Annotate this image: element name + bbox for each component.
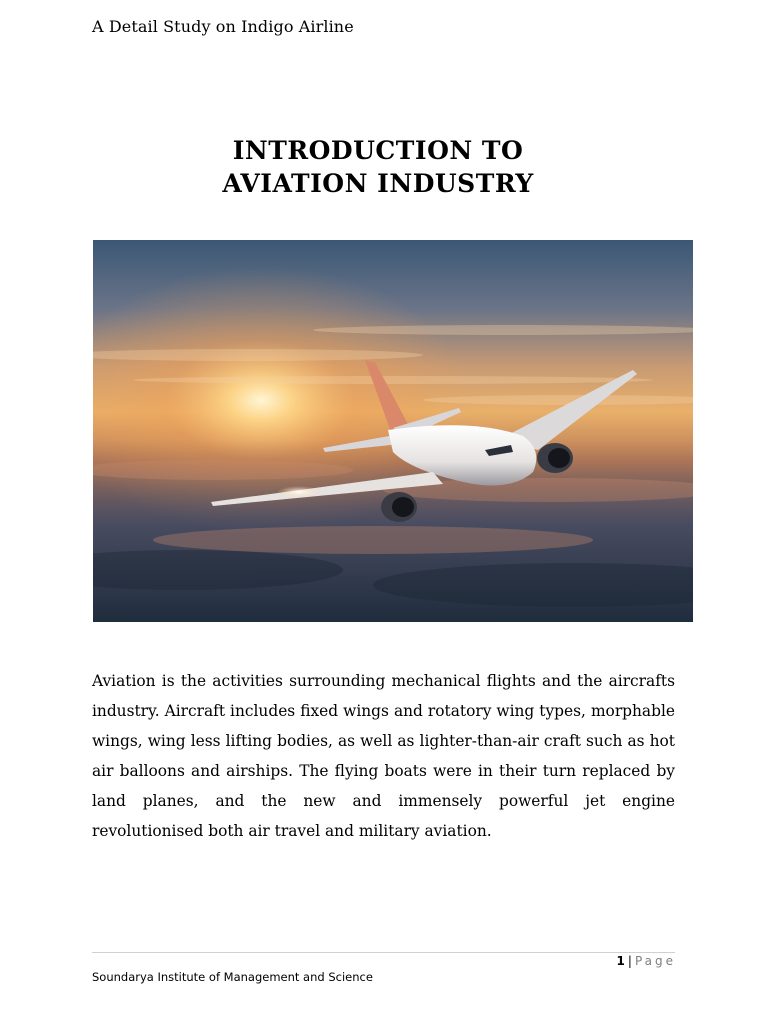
page-title [0,134,756,200]
page-title-line-2: AVIATION INDUSTRY [222,169,534,198]
running-header: A Detail Study on Indigo Airline [92,17,354,36]
footer-divider [92,952,675,953]
page-number-separator: | [627,954,632,968]
footer-institution: Soundarya Institute of Management and Science [92,970,373,984]
page-title-line-1: INTRODUCTION TO [232,136,524,165]
page-word: Page [634,954,676,968]
page-number [617,954,676,968]
airplane-sunset-photo [93,240,693,622]
intro-paragraph: Aviation is the activities surrounding mechanical flights and the aircrafts industry. Aircraft includes fixed wings and rotatory wing types, morphable wings, wing less lifting bodies, as well as lighter-than-air craft such as hot air balloons and airships. The flying boats were in their turn replaced by land planes, and the new and immensely powerful jet engine revolutionised both air travel and military aviation. [92,672,675,840]
page-number-value: 1 [616,954,625,968]
